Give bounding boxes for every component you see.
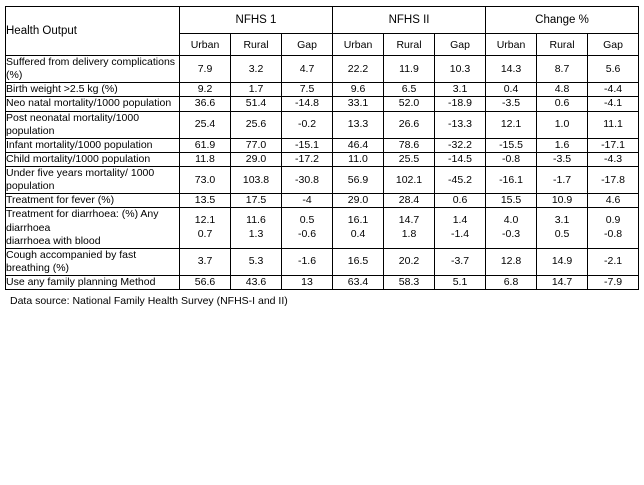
table-cell: -4.3 [588, 152, 639, 166]
sub-header-rural-change: Rural [537, 34, 588, 56]
table-cell: 15.5 [486, 194, 537, 208]
row-label: Suffered from delivery complications (%) [6, 56, 180, 83]
table-cell: 14.3 [486, 56, 537, 83]
table-cell: 73.0 [180, 167, 231, 194]
table-cell: -0.2 [282, 111, 333, 138]
table-cell: -1.6 [282, 248, 333, 275]
table-cell: 7.5 [282, 83, 333, 97]
row-label: Infant mortality/1000 population [6, 138, 180, 152]
sub-header-gap-nfhs2: Gap [435, 34, 486, 56]
row-header-title: Health Output [6, 7, 180, 56]
sub-header-gap-change: Gap [588, 34, 639, 56]
table-cell: 29.0 [333, 194, 384, 208]
table-cell: 0.5 -0.6 [282, 208, 333, 248]
table-cell: 4.6 [588, 194, 639, 208]
row-label: Cough accompanied by fast breathing (%) [6, 248, 180, 275]
sub-header-rural-nfhs1: Rural [231, 34, 282, 56]
table-cell: 25.4 [180, 111, 231, 138]
row-label: Treatment for diarrhoea: (%) Any diarrhoea diarrhoea with blood [6, 208, 180, 248]
table-cell: -14.5 [435, 152, 486, 166]
table-cell: 102.1 [384, 167, 435, 194]
table-cell: 26.6 [384, 111, 435, 138]
row-label: Neo natal mortality/1000 population [6, 97, 180, 111]
table-cell: 0.4 [486, 83, 537, 97]
table-cell: 11.9 [384, 56, 435, 83]
table-cell: 5.3 [231, 248, 282, 275]
table-cell: 22.2 [333, 56, 384, 83]
table-cell: -16.1 [486, 167, 537, 194]
table-cell: 103.8 [231, 167, 282, 194]
table-cell: 11.8 [180, 152, 231, 166]
table-cell: 52.0 [384, 97, 435, 111]
table-cell: 58.3 [384, 276, 435, 290]
table-cell: 0.6 [537, 97, 588, 111]
table-cell: 16.5 [333, 248, 384, 275]
table-body [6, 56, 639, 290]
table-cell: 10.9 [537, 194, 588, 208]
group-header-change: Change % [486, 7, 639, 34]
table-row [6, 56, 639, 83]
row-label: Use any family planning Method [6, 276, 180, 290]
table-cell: 1.6 [537, 138, 588, 152]
table-cell: -0.8 [486, 152, 537, 166]
table-cell: 9.6 [333, 83, 384, 97]
table-row [6, 194, 639, 208]
table-cell: 12.1 0.7 [180, 208, 231, 248]
table-cell: 3.2 [231, 56, 282, 83]
table-cell: -1.7 [537, 167, 588, 194]
row-label: Child mortality/1000 population [6, 152, 180, 166]
table-cell: 3.1 [435, 83, 486, 97]
table-cell: 43.6 [231, 276, 282, 290]
table-cell: -14.8 [282, 97, 333, 111]
table-cell: -7.9 [588, 276, 639, 290]
table-row [6, 111, 639, 138]
table-cell: 61.9 [180, 138, 231, 152]
table-cell: 9.2 [180, 83, 231, 97]
table-cell: -15.5 [486, 138, 537, 152]
table-row [6, 152, 639, 166]
sub-header-urban-change: Urban [486, 34, 537, 56]
table-cell: 6.5 [384, 83, 435, 97]
table-cell: -18.9 [435, 97, 486, 111]
table-cell: 7.9 [180, 56, 231, 83]
table-cell: 20.2 [384, 248, 435, 275]
table-cell: 78.6 [384, 138, 435, 152]
row-label: Post neonatal mortality/1000 population [6, 111, 180, 138]
table-cell: 3.7 [180, 248, 231, 275]
sub-header-urban-nfhs2: Urban [333, 34, 384, 56]
table-cell: 63.4 [333, 276, 384, 290]
table-cell: 8.7 [537, 56, 588, 83]
table-cell: 3.1 0.5 [537, 208, 588, 248]
table-cell: 12.1 [486, 111, 537, 138]
table-cell: 6.8 [486, 276, 537, 290]
table-cell: 5.1 [435, 276, 486, 290]
table-row [6, 208, 639, 248]
table-row [6, 138, 639, 152]
table-cell: 11.1 [588, 111, 639, 138]
table-row [6, 97, 639, 111]
table-cell: -15.1 [282, 138, 333, 152]
table-cell: 0.9 -0.8 [588, 208, 639, 248]
table-cell: 29.0 [231, 152, 282, 166]
table-cell: 16.1 0.4 [333, 208, 384, 248]
row-label: Treatment for fever (%) [6, 194, 180, 208]
table-cell: -45.2 [435, 167, 486, 194]
table-cell: 25.6 [231, 111, 282, 138]
table-cell: -3.5 [537, 152, 588, 166]
table-cell: -32.2 [435, 138, 486, 152]
table-cell: -30.8 [282, 167, 333, 194]
table-cell: 14.7 [537, 276, 588, 290]
table-cell: -4.4 [588, 83, 639, 97]
table-cell: 36.6 [180, 97, 231, 111]
group-header-nfhs1: NFHS 1 [180, 7, 333, 34]
table-cell: -3.5 [486, 97, 537, 111]
table-cell: 28.4 [384, 194, 435, 208]
table-cell: -17.1 [588, 138, 639, 152]
table-group-header-row [6, 7, 639, 34]
table-cell: 11.0 [333, 152, 384, 166]
table-cell: 25.5 [384, 152, 435, 166]
table-cell: 56.9 [333, 167, 384, 194]
sub-header-rural-nfhs2: Rural [384, 34, 435, 56]
table-cell: 17.5 [231, 194, 282, 208]
table-cell: -4.1 [588, 97, 639, 111]
table-cell: -2.1 [588, 248, 639, 275]
table-cell: 77.0 [231, 138, 282, 152]
table-row [6, 276, 639, 290]
table-row [6, 248, 639, 275]
sub-header-urban-nfhs1: Urban [180, 34, 231, 56]
data-source-note: Data source: National Family Health Survey (NFHS-I and II) [10, 295, 288, 308]
table-cell: 1.0 [537, 111, 588, 138]
row-label: Birth weight >2.5 kg (%) [6, 83, 180, 97]
table-cell: 51.4 [231, 97, 282, 111]
table-cell: 33.1 [333, 97, 384, 111]
table-header [6, 7, 639, 56]
table-cell: 12.8 [486, 248, 537, 275]
table-row [6, 167, 639, 194]
table-cell: -13.3 [435, 111, 486, 138]
table-cell: 1.4 -1.4 [435, 208, 486, 248]
table-cell: 11.6 1.3 [231, 208, 282, 248]
health-output-table [5, 6, 639, 290]
table-cell: 10.3 [435, 56, 486, 83]
table-row [6, 83, 639, 97]
table-cell: 13.3 [333, 111, 384, 138]
table-cell: 14.9 [537, 248, 588, 275]
table-cell: 1.7 [231, 83, 282, 97]
table-cell: -17.2 [282, 152, 333, 166]
table-cell: 4.8 [537, 83, 588, 97]
sub-header-gap-nfhs1: Gap [282, 34, 333, 56]
table-cell: -4 [282, 194, 333, 208]
table-cell: 5.6 [588, 56, 639, 83]
table-cell: 46.4 [333, 138, 384, 152]
table-cell: 0.6 [435, 194, 486, 208]
table-cell: 4.0 -0.3 [486, 208, 537, 248]
row-label: Under five years mortality/ 1000 population [6, 167, 180, 194]
table-cell: 13.5 [180, 194, 231, 208]
table-cell: -3.7 [435, 248, 486, 275]
table-cell: 56.6 [180, 276, 231, 290]
table-cell: -17.8 [588, 167, 639, 194]
table-cell: 13 [282, 276, 333, 290]
table-cell: 4.7 [282, 56, 333, 83]
table-cell: 14.7 1.8 [384, 208, 435, 248]
group-header-nfhs2: NFHS II [333, 7, 486, 34]
